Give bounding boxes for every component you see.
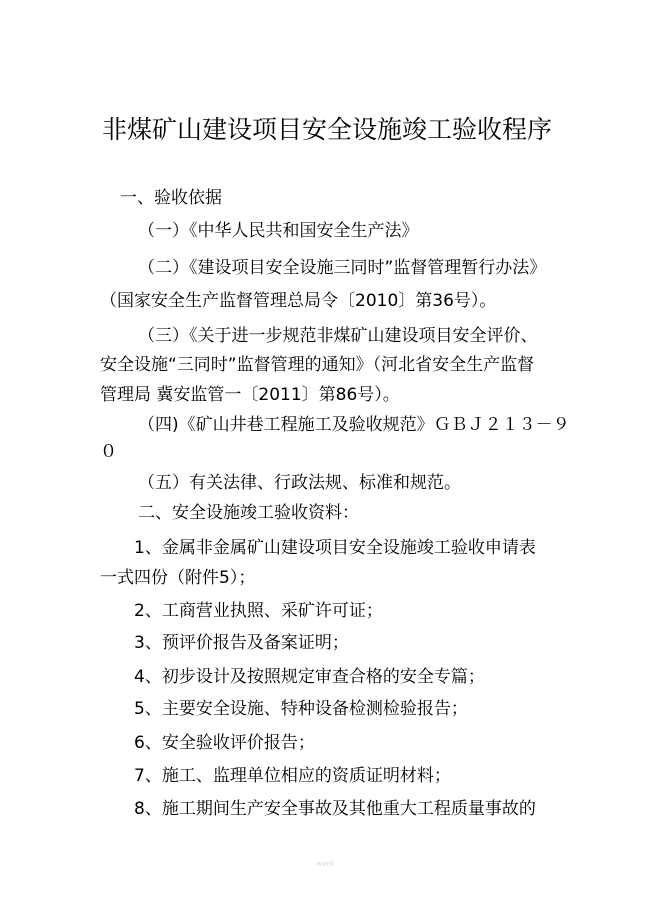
material-item-1: 1、金属非金属矿山建设项目安全设施竣工验收申请表 — [134, 538, 536, 558]
basis-item-1: （一）《中华人民共和国安全生产法》 — [138, 221, 419, 241]
document-title: 非煤矿山建设项目安全设施竣工验收程序 — [102, 115, 553, 144]
basis-item-5: （五）有关法律、行政法规、标准和规范。 — [138, 473, 461, 493]
material-item-4: 4、初步设计及按照规定审查合格的安全专篇； — [134, 667, 485, 687]
section-heading-basis: 一、验收依据 — [120, 188, 222, 208]
material-item-1-cont: 一式四份（附件5）； — [100, 568, 256, 588]
basis-item-2: （二）《建设项目安全设施三同时”监督管理暂行办法》 — [138, 258, 547, 278]
footer-watermark: word — [316, 860, 334, 868]
material-item-5: 5、主要安全设施、特种设备检测检验报告； — [134, 699, 468, 719]
material-item-2: 2、工商营业执照、采矿许可证； — [134, 601, 383, 621]
material-item-7: 7、施工、监理单位相应的资质证明材料； — [134, 766, 451, 786]
basis-item-3: （三）《关于进一步规范非煤矿山建设项目安全评价、 — [138, 326, 538, 346]
basis-item-4: （四)《矿山井巷工程施工及验收规范》ＧＢＪ２１３－９ — [138, 415, 570, 435]
material-item-8: 8、施工期间生产安全事故及其他重大工程质量事故的 — [134, 799, 536, 819]
material-item-3: 3、预评价报告及备案证明； — [134, 633, 349, 653]
basis-item-3-cont-1: 安全设施“三同时”监督管理的通知》（河北省安全生产监督 — [100, 355, 535, 375]
section-heading-materials: 二、安全设施竣工验收资料： — [138, 503, 359, 523]
basis-item-2-cont: （国家安全生产监督管理总局令〔2010〕第36号）。 — [100, 291, 497, 311]
basis-item-4-cont: ０ — [100, 442, 117, 462]
material-item-6: 6、安全验收评价报告； — [134, 733, 315, 753]
basis-item-3-cont-2: 管理局 冀安监管一〔2011〕第86号）。 — [100, 385, 400, 405]
